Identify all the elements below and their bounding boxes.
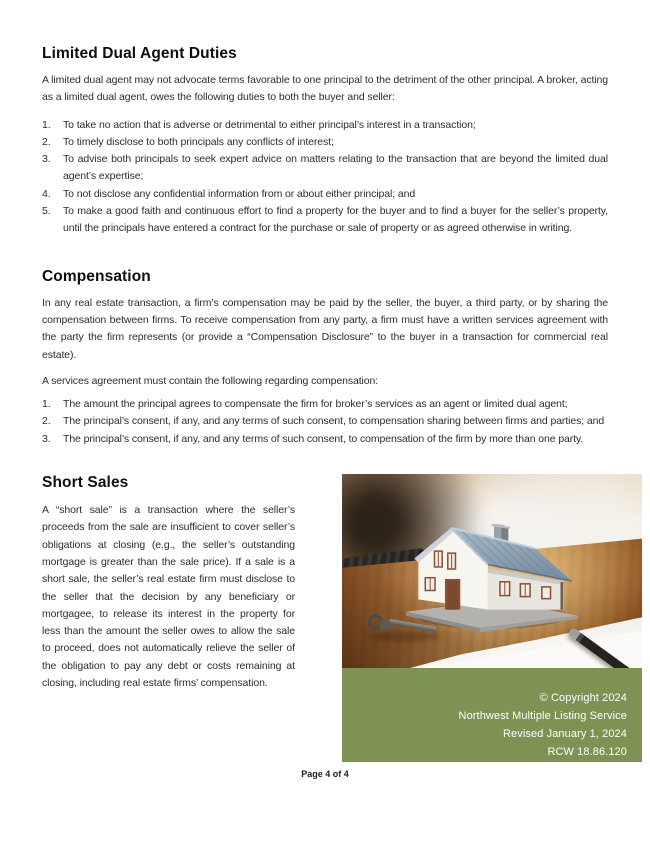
list-item <box>42 134 608 151</box>
compensation-intro-paragraph: In any real estate transaction, a firm’s compensation may be paid by the seller, the buyer, a third party, or by sharing the compensation between firms. To receive compensation from any party, a firm must have a written services agreement with the party the firm represents (or provide a “Compensation Disclosure” to the buyer in a transaction for commercial real estate). <box>42 296 608 361</box>
list-item-number: 3. <box>42 153 51 166</box>
page-number: Page 4 of 4 <box>301 769 349 780</box>
credit-copyright: © Copyright 2024 <box>539 692 627 705</box>
list-item <box>42 151 608 186</box>
list-item <box>42 396 608 413</box>
figure-column <box>342 474 642 762</box>
list-item-number: 3. <box>42 432 51 445</box>
heading-limited-dual-agent: Limited Dual Agent Duties <box>42 45 237 62</box>
compensation-leadin-paragraph: A services agreement must contain the following regarding compensation: <box>42 374 379 387</box>
credit-organization: Northwest Multiple Listing Service <box>458 710 627 723</box>
list-item-text: To not disclose any confidential information from or about either principal; and <box>63 187 416 200</box>
credit-revised-date: Revised January 1, 2024 <box>503 728 627 741</box>
list-item <box>42 203 608 238</box>
list-item-number: 4. <box>42 187 51 200</box>
credit-rcw: RCW 18.86.120 <box>547 746 627 759</box>
section-short-sales <box>42 474 627 762</box>
list-item-number: 1. <box>42 118 51 131</box>
compensation-list <box>42 396 608 448</box>
list-item-text: To take no action that is adverse or detrimental to either principal’s interest in a transaction; <box>63 118 476 131</box>
list-item-number: 2. <box>42 135 51 148</box>
list-item <box>42 186 608 203</box>
model-house-photo <box>342 474 642 668</box>
credit-box <box>342 668 642 762</box>
list-item-text: The principal’s consent, if any, and any terms of such consent, to compensation of the firm by more than one party. <box>63 432 584 445</box>
list-item-text: To advise both principals to seek expert advice on matters relating to the transaction that are beyond the limited dual agent’s expertise; <box>63 153 608 183</box>
list-item-text: The amount the principal agrees to compensate the firm for broker’s services as an agent or limited dual agent; <box>63 398 568 411</box>
list-item-number: 5. <box>42 205 51 218</box>
list-item-text: To timely disclose to both principals any conflicts of interest; <box>63 135 334 148</box>
list-item-number: 2. <box>42 415 51 428</box>
section-limited-dual-agent <box>42 45 608 238</box>
list-item <box>42 413 608 430</box>
list-item-number: 1. <box>42 398 51 411</box>
heading-short-sales: Short Sales <box>42 474 129 492</box>
heading-compensation: Compensation <box>42 267 151 285</box>
dual-agent-intro-paragraph: A limited dual agent may not advocate terms favorable to one principal to the detriment of the other principal. A broker, acting as a limited dual agent, owes the following duties to both the buyer and seller: <box>42 74 608 104</box>
list-item-text: The principal’s consent, if any, and any terms of such consent, to compensation sharing between firms and parties; and <box>63 415 605 428</box>
dual-agent-duties-list <box>42 117 608 238</box>
section-compensation <box>42 268 608 448</box>
list-item <box>42 431 608 448</box>
model-house-illustration <box>400 522 584 638</box>
list-item <box>42 117 608 134</box>
short-sales-text-column <box>42 474 295 762</box>
short-sales-paragraph: A “short sale” is a transaction where the seller’s proceeds from the sale are insufficient to cover seller’s obligations at closing (e.g., the seller’s outstanding mortgage is greater than the sale price). If a sale is a short sale, the seller’s real estate firm must disclose to the seller that the decision by any beneficiary or mortgagee, to release its interest in the property for less than the amount the seller owes to allow the sale to proceed, does not automatically relieve the seller of the obligation to pay any debt or costs remaining at closing, including real estate firms’ compensation. <box>42 504 295 690</box>
list-item-text: To make a good faith and continuous effort to find a property for the buyer and to find a buyer for the seller’s property, until the principals have entered a contract for the purchase or sale of property or as agreed otherwise in writing. <box>63 205 608 235</box>
